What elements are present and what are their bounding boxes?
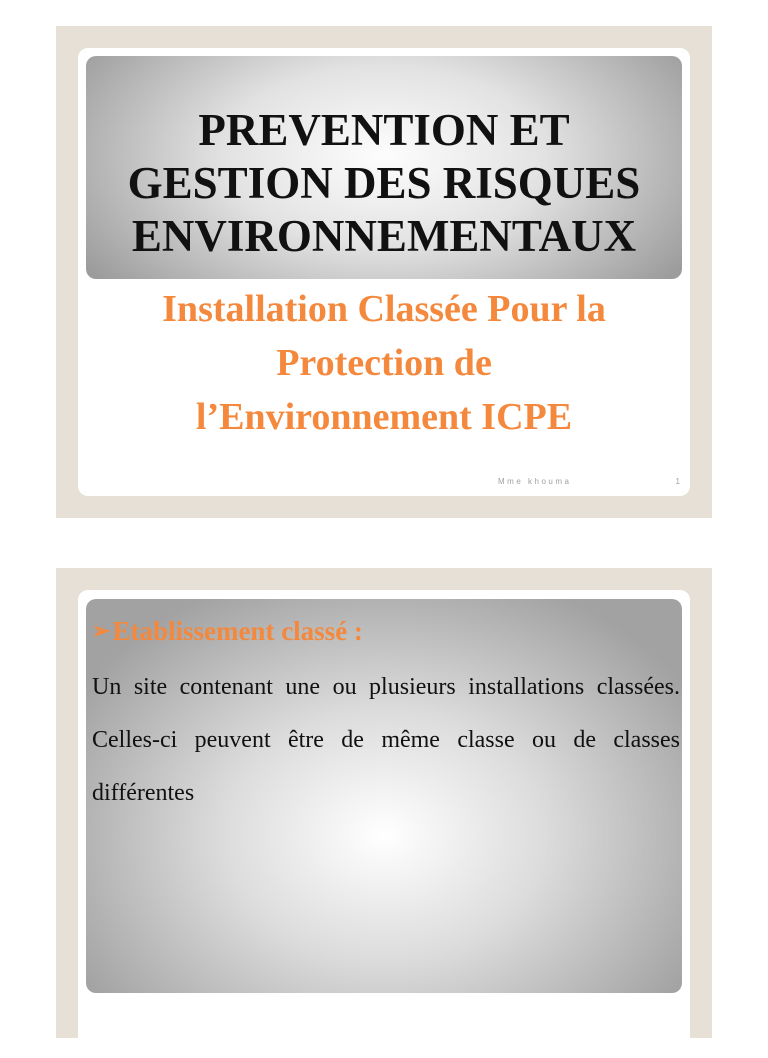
bullet-heading-text: Etablissement classé : — [112, 616, 363, 646]
title-panel — [86, 56, 682, 279]
slide-1 — [56, 26, 712, 518]
slide-2-card — [78, 590, 690, 1058]
slide-2 — [56, 568, 712, 1038]
body-paragraph: Un site contenant une ou plusieurs installations classées. Celles-ci peuvent être de même classe ou de classes différentes — [92, 674, 680, 806]
footer-page-number: 1 — [675, 477, 680, 486]
footer-author: Mme khouma — [498, 477, 572, 486]
slide-title: PREVENTION ET GESTION DES RISQUES ENVIRONNEMENTAUX — [127, 105, 641, 261]
content-panel — [86, 599, 682, 993]
bullet-heading — [92, 615, 363, 647]
arrow-bullet-icon: ➢ — [92, 618, 111, 643]
slide-subtitle: Installation Classée Pour la Protection de l’Environnement ICPE — [162, 288, 606, 438]
slide-1-card — [78, 48, 690, 496]
